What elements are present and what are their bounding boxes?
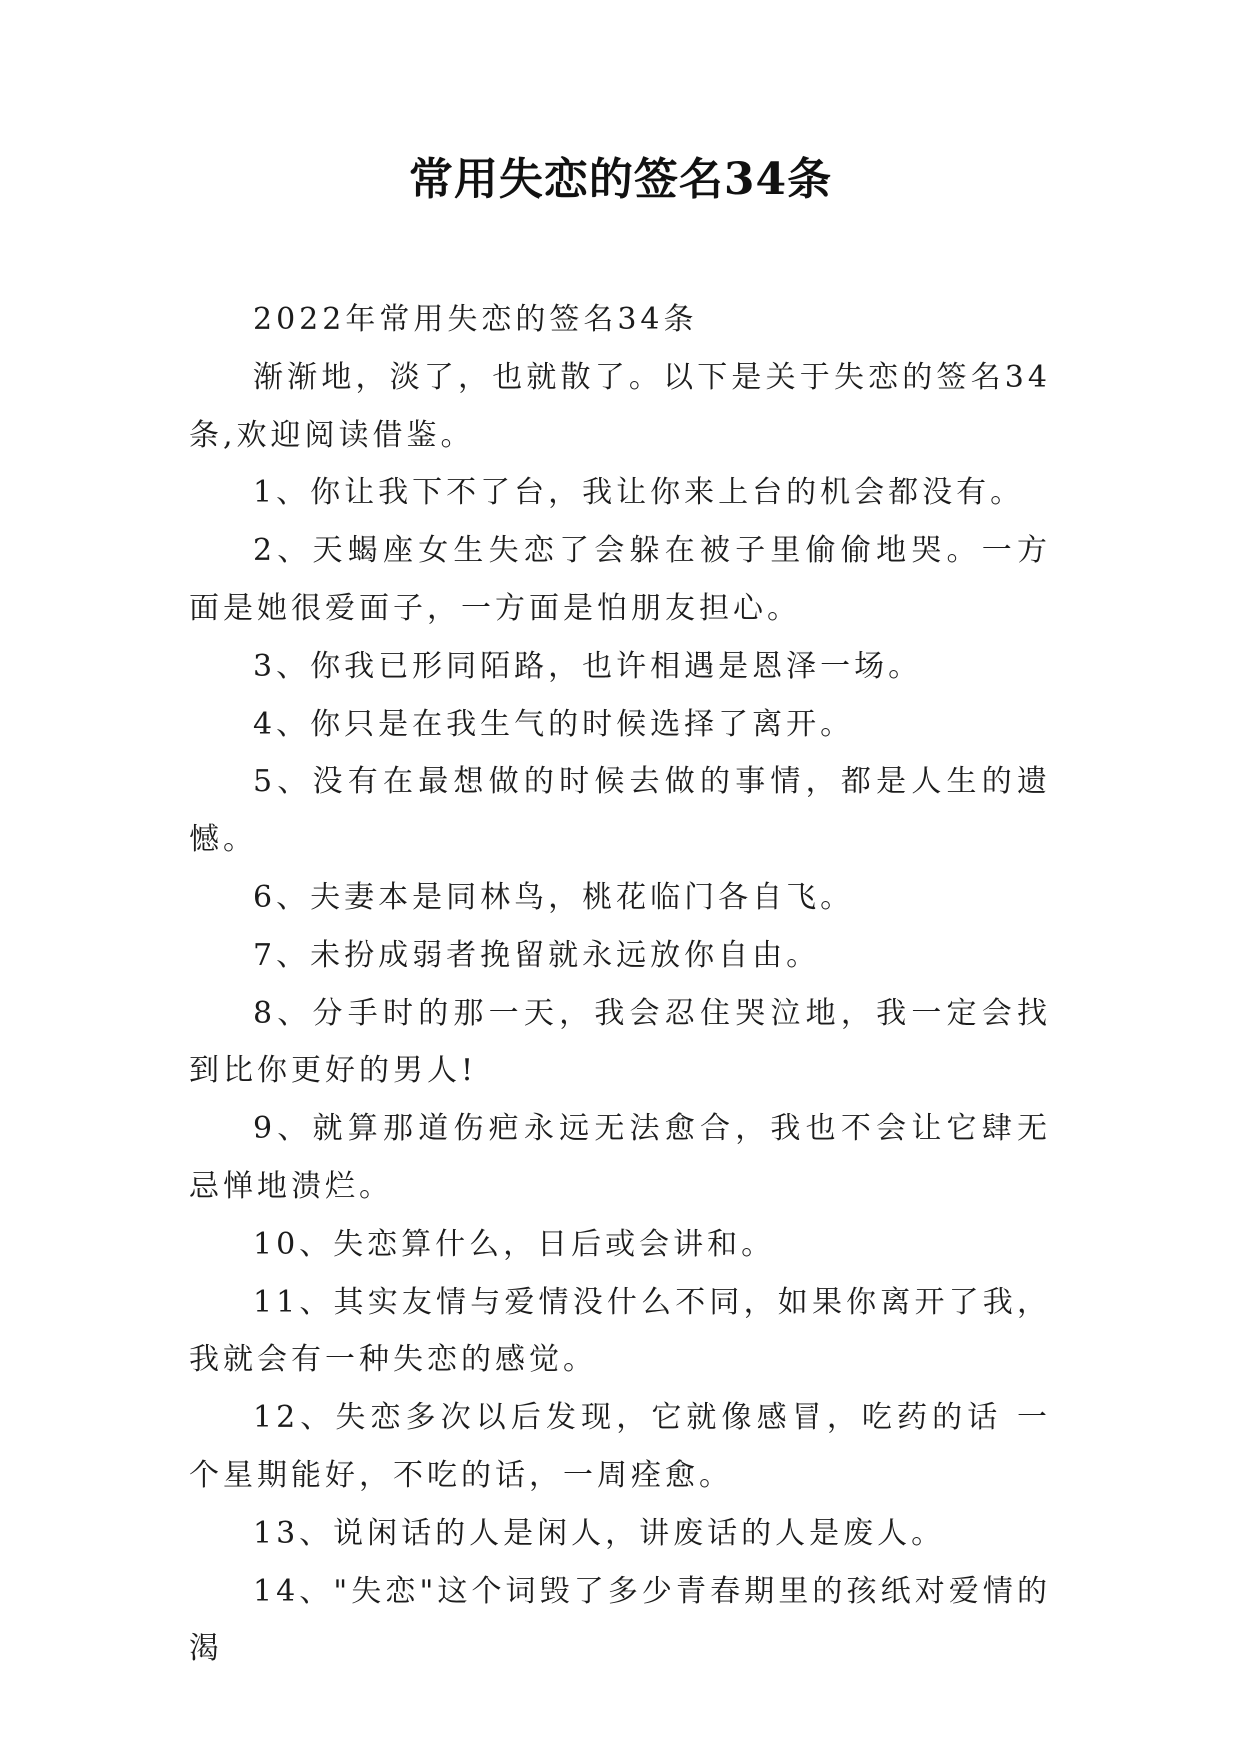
list-item: 7、未扮成弱者挽留就永远放你自由。: [253, 937, 821, 973]
list-item: 2、天蝎座女生失恋了会躲在被子里偷偷地哭。一方面是她很爱面子，一方面是怕朋友担心。: [189, 533, 1051, 626]
list-item: 3、你我已形同陌路，也许相遇是恩泽一场。: [253, 648, 923, 684]
list-item: 14、"失恋"这个词毁了多少青春期里的孩纸对爱情的渴: [189, 1573, 1051, 1667]
list-item: 1、你让我下不了台，我让你来上台的机会都没有。: [253, 475, 1025, 511]
document-title: 常用失恋的签名34条: [408, 154, 833, 205]
list-item: 9、就算那道伤疤永远无法愈合，我也不会让它肆无忌惮地溃烂。: [189, 1111, 1051, 1204]
list-item: 12、失恋多次以后发现，它就像感冒，吃药的话 一个星期能好，不吃的话，一周痊愈。: [189, 1400, 1051, 1493]
list-item: 13、说闲话的人是闲人，讲废话的人是废人。: [253, 1515, 946, 1551]
paragraph-intro-title: 2022年常用失恋的签名34条: [253, 302, 698, 337]
list-item: 6、夫妻本是同林鸟，桃花临门各自飞。: [253, 879, 855, 915]
list-item: 10、失恋算什么，日后或会讲和。: [253, 1226, 776, 1262]
list-item: 4、你只是在我生气的时候选择了离开。: [253, 706, 855, 742]
document-body: [189, 291, 1051, 1678]
list-item: 11、其实友情与爱情没什么不同，如果你离开了我，我就会有一种失恋的感觉。: [189, 1284, 1051, 1378]
list-item: 8、分手时的那一天，我会忍住哭泣地，我一定会找到比你更好的男人!: [189, 995, 1051, 1089]
list-item: 5、没有在最想做的时候去做的事情，都是人生的遗憾。: [189, 764, 1051, 858]
paragraph-intro: 渐渐地，淡了，也就散了。以下是关于失恋的签名34条,欢迎阅读借鉴。: [189, 359, 1051, 453]
